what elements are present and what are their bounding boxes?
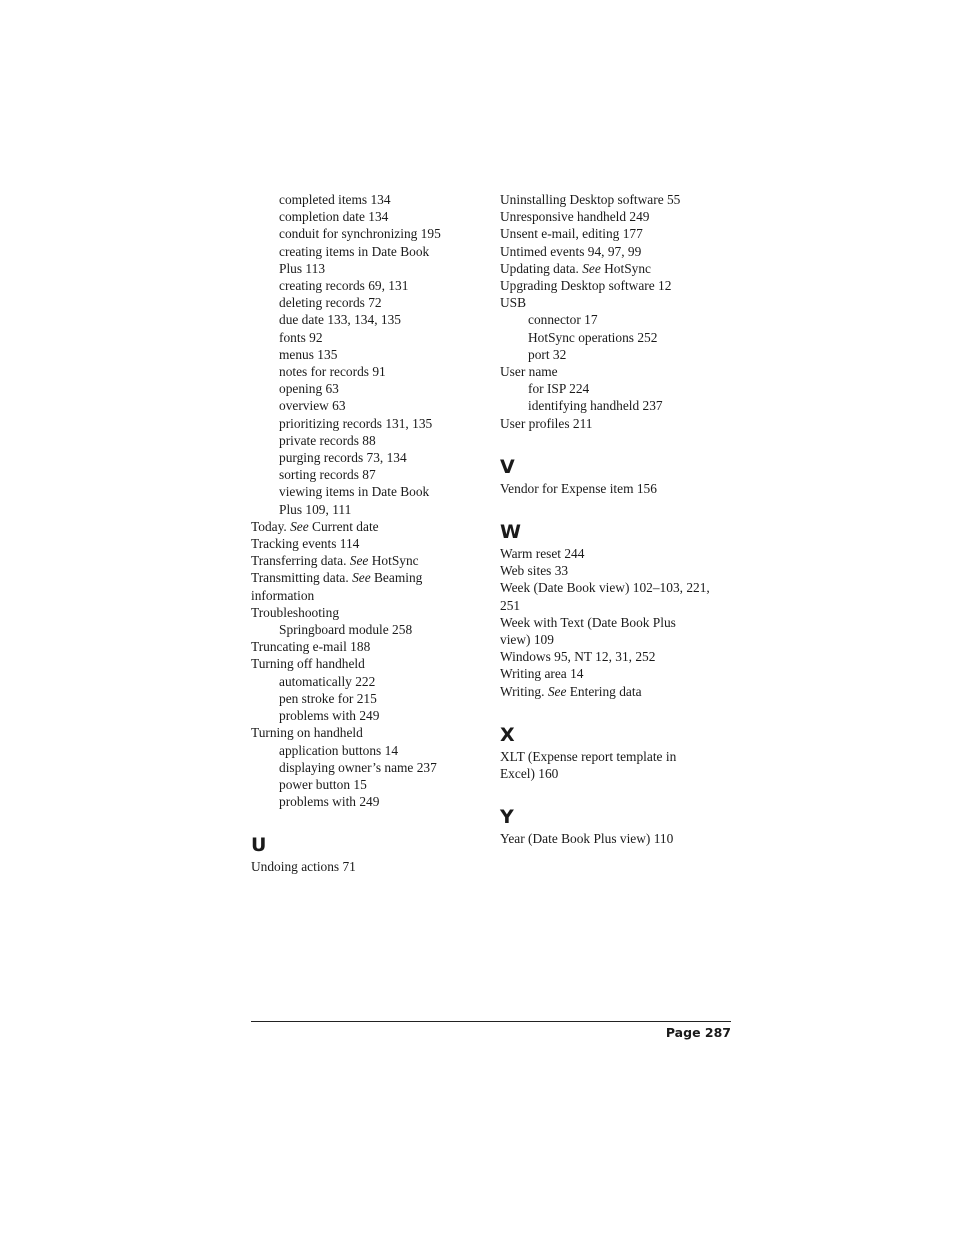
- index-subentry-due-date-133-134-135: due date 133, 134, 135: [279, 312, 401, 328]
- index-entry-turning-on-handheld: Turning on handheld: [251, 725, 363, 741]
- index-entry-windows-95-nt-12-31-252: Windows 95, NT 12, 31, 252: [500, 649, 656, 665]
- index-entry-transferring-data: [251, 552, 476, 569]
- entry-term: Transferring data.: [251, 553, 350, 569]
- see-reference-label: See: [349, 553, 369, 569]
- index-subentry-pen-stroke-for-215: pen stroke for 215: [279, 690, 377, 706]
- index-entry-usb: USB: [500, 295, 527, 311]
- index-subentry-problems-with-249: problems with 249: [279, 708, 380, 724]
- index-entry-truncating-e-mail-188: Truncating e-mail 188: [251, 639, 371, 655]
- index-subentry-application-buttons-14: application buttons 14: [279, 742, 399, 758]
- index-column-right: [500, 191, 732, 847]
- index-subentry-notes-for-records-91: notes for records 91: [279, 364, 386, 380]
- index-subentry-automatically-222: automatically 222: [279, 673, 376, 689]
- entry-term: Today.: [251, 518, 291, 534]
- index-subentry-creating-items-in-date-book: creating items in Date Book: [279, 243, 430, 259]
- index-entry-week-date-book-view-102-103-221: Week (Date Book view) 102–103, 221,: [500, 580, 710, 596]
- index-subentry-port-32: port 32: [528, 346, 567, 362]
- see-reference-target: HotSync: [600, 260, 651, 276]
- entry-term: Updating data.: [500, 260, 583, 276]
- see-reference-target: HotSync: [368, 553, 419, 569]
- section-letter-u: U: [251, 834, 267, 857]
- index-subentry-creating-records-69-131: creating records 69, 131: [279, 278, 409, 294]
- index-subentry-purging-records-73-134: purging records 73, 134: [279, 450, 407, 466]
- index-subentry-overview-63: overview 63: [279, 398, 346, 414]
- index-entry-troubleshooting: Troubleshooting: [251, 604, 340, 620]
- index-entry-view-109: view) 109: [500, 632, 554, 648]
- index-entry-today: [251, 518, 476, 535]
- index-entry-writing-area-14: Writing area 14: [500, 666, 584, 682]
- index-entry-251: 251: [500, 597, 521, 613]
- page-number: Page 287: [665, 1025, 731, 1040]
- index-entry-excel-160: Excel) 160: [500, 766, 559, 782]
- index-subentry-completed-items-134: completed items 134: [279, 192, 391, 207]
- index-subentry-conduit-for-synchronizing-195: conduit for synchronizing 195: [279, 226, 441, 242]
- index-subentry-private-records-88: private records 88: [279, 432, 376, 448]
- index-entry-user-profiles-211: User profiles 211: [500, 415, 593, 431]
- index-entry-unsent-e-mail-editing-177: Unsent e-mail, editing 177: [500, 226, 643, 242]
- index-entry-upgrading-desktop-software-12: Upgrading Desktop software 12: [500, 278, 672, 294]
- index-subentry-sorting-records-87: sorting records 87: [279, 467, 376, 483]
- index-column-left: [251, 191, 476, 876]
- index-subentry-menus-135: menus 135: [279, 346, 338, 362]
- index-entry-user-name: User name: [500, 364, 558, 380]
- see-reference-label: See: [352, 570, 371, 586]
- index-subentry-springboard-module-258: Springboard module 258: [279, 622, 413, 638]
- index-subentry-connector-17: connector 17: [528, 312, 598, 328]
- entry-term: Transmitting data.: [251, 570, 353, 586]
- see-reference-target: Entering data: [566, 683, 642, 699]
- index-entry-untimed-events-94-97-99: Untimed events 94, 97, 99: [500, 243, 642, 259]
- index-entry-web-sites-33: Web sites 33: [500, 563, 569, 579]
- see-reference-label: See: [290, 518, 309, 534]
- index-subentry-viewing-items-in-date-book: viewing items in Date Book: [279, 484, 430, 500]
- index-subentry-plus-109-111: Plus 109, 111: [279, 501, 352, 517]
- index-entry-turning-off-handheld: Turning off handheld: [251, 656, 365, 672]
- index-subentry-prioritizing-records-131-135: prioritizing records 131, 135: [279, 415, 433, 431]
- section-letter-y: Y: [500, 806, 514, 829]
- index-subentry-power-button-15: power button 15: [279, 776, 367, 792]
- index-subentry-fonts-92: fonts 92: [279, 329, 323, 345]
- index-subentry-hotsync-operations-252: HotSync operations 252: [528, 329, 658, 345]
- index-entry-uninstalling-desktop-software-55: Uninstalling Desktop software 55: [500, 192, 681, 207]
- section-letter-x: X: [500, 723, 515, 746]
- see-reference-label: See: [547, 683, 567, 699]
- section-letter-v: V: [500, 455, 515, 478]
- index-subentry-identifying-handheld-237: identifying handheld 237: [528, 398, 663, 414]
- index-entry-transmitting-data: [251, 569, 476, 586]
- index-subentry-completion-date-134: completion date 134: [279, 209, 389, 225]
- index-subentry-opening-63: opening 63: [279, 381, 339, 397]
- index-entry-unresponsive-handheld-249: Unresponsive handheld 249: [500, 209, 650, 225]
- footer-divider: [251, 1021, 731, 1022]
- index-subentry-displaying-owner-s-name-237: displaying owner’s name 237: [279, 759, 437, 775]
- index-subentry-for-isp-224: for ISP 224: [528, 381, 590, 397]
- see-reference-label: See: [582, 260, 601, 276]
- index-entry-undoing-actions-71: Undoing actions 71: [251, 859, 356, 875]
- see-reference-target: Current date: [308, 518, 379, 534]
- index-entry-year-date-book-plus-view-110: Year (Date Book Plus view) 110: [500, 831, 674, 847]
- index-entry-warm-reset-244: Warm reset 244: [500, 546, 585, 562]
- index-subentry-deleting-records-72: deleting records 72: [279, 295, 382, 311]
- entry-term: Writing.: [500, 683, 548, 699]
- index-subentry-problems-with-249: problems with 249: [279, 794, 380, 810]
- index-entry-vendor-for-expense-item-156: Vendor for Expense item 156: [500, 480, 657, 496]
- index-entry-tracking-events-114: Tracking events 114: [251, 536, 360, 552]
- index-entry-writing: [500, 683, 732, 700]
- index-entry-xlt-expense-report-template-in: XLT (Expense report template in: [500, 748, 677, 764]
- index-subentry-plus-113: Plus 113: [279, 260, 326, 276]
- see-reference-target: Beaming: [370, 570, 423, 586]
- index-entry-updating-data: [500, 260, 732, 277]
- section-letter-w: W: [500, 521, 521, 544]
- index-entry-week-with-text-date-book-plus: Week with Text (Date Book Plus: [500, 614, 676, 630]
- index-entry-information: information: [251, 587, 315, 603]
